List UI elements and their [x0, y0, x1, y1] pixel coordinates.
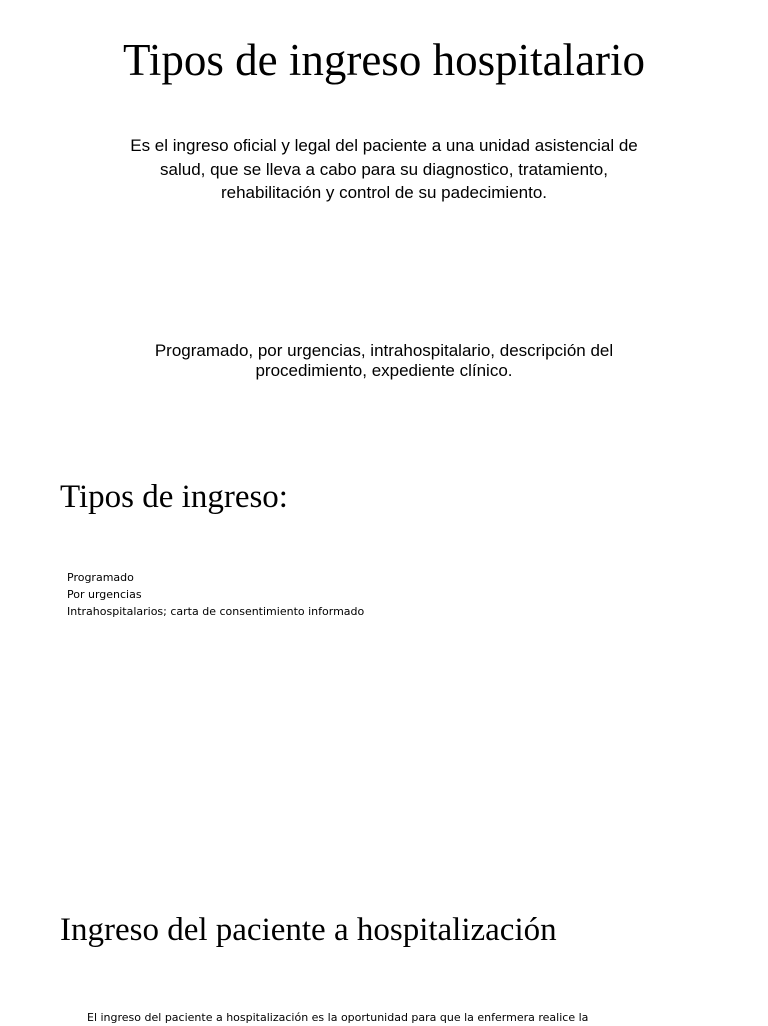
types-summary: Programado, por urgencias, intrahospitalario, descripción del procedimiento, expediente clínico.: [154, 341, 614, 380]
list-item: Intrahospitalarios; carta de consentimiento informado: [67, 605, 365, 618]
intro-paragraph: Es el ingreso oficial y legal del paciente a una unidad asistencial de salud, que se lleva a cabo para su diagnostico, tratamiento, rehabilitación y control de su padecimiento.: [130, 136, 638, 202]
page-title: Tipos de ingreso hospitalario: [122, 35, 646, 85]
types-heading: Tipos de ingreso:: [60, 479, 288, 515]
admission-heading: Ingreso del paciente a hospitalización: [60, 912, 557, 948]
admission-text: El ingreso del paciente a hospitalización es la oportunidad para que la enfermera realice la: [87, 1011, 589, 1024]
types-list: [67, 569, 364, 620]
list-item: Programado: [67, 571, 134, 584]
list-item: Por urgencias: [67, 588, 142, 601]
